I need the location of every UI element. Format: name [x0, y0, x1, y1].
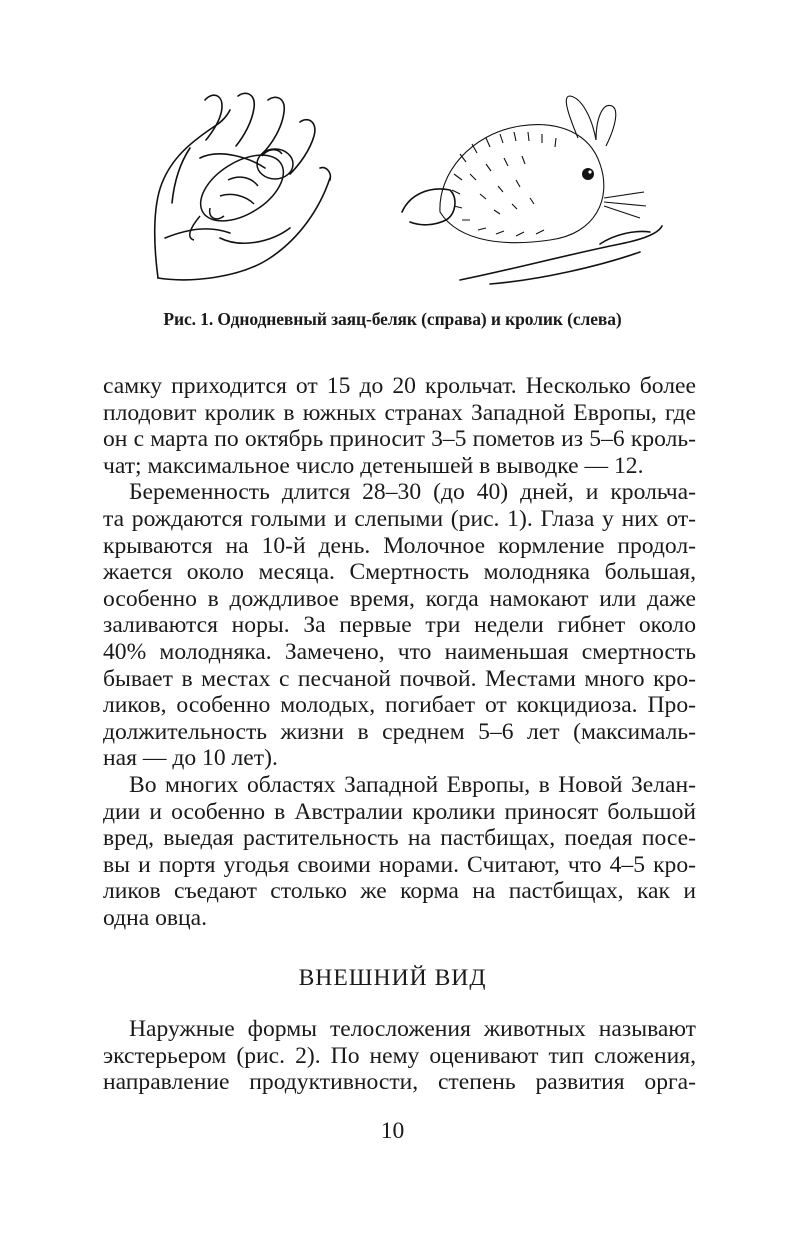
- text-line: крываются на 10-й день. Молочное кормление продол-: [103, 532, 696, 559]
- text-line: вы и портя угодья своими норами. Считают, что 4–5 кро-: [103, 851, 696, 878]
- young-hare-on-hand-illustration: [400, 94, 670, 294]
- text-line: чат; максимальное число детенышей в выводке — 12.: [103, 452, 644, 479]
- body-text: [103, 373, 696, 931]
- figure-caption: Рис. 1. Однодневный заяц-беляк (справа) и кролик (слева): [163, 309, 622, 329]
- text-line: одна овца.: [103, 904, 208, 931]
- body-text-continued: [103, 1016, 696, 1096]
- figure-1: [130, 88, 670, 303]
- text-line: направление продуктивности, степень развития орга-: [103, 1069, 696, 1096]
- text-line: экстерьером (рис. 2). По нему оценивают тип сложения,: [103, 1042, 696, 1069]
- text-line: плодовит кролик в южных странах Западной Европы, где: [103, 399, 696, 426]
- text-line: бывает в местах с песчаной почвой. Местами много кро-: [103, 665, 696, 692]
- text-line: заливаются норы. За первые три недели гибнет около: [103, 612, 696, 639]
- page-number: 10: [380, 1118, 405, 1144]
- text-line: та рождаются голыми и слепыми (рис. 1). Глаза у них от-: [103, 505, 696, 532]
- text-line: особенно в дождливое время, когда намокают или даже: [103, 585, 696, 612]
- text-line: дии и особенно в Австралии кролики приносят большой: [103, 798, 696, 825]
- text-line: самку приходится от 15 до 20 крольчат. Несколько более: [103, 373, 696, 399]
- hare-eye: [582, 168, 594, 180]
- text-line: ликов, особенно молодых, погибает от кокцидиоза. Про-: [103, 692, 696, 719]
- text-line: Наружные формы телосложения животных называют: [129, 1016, 696, 1042]
- text-line: жается около месяца. Смертность молодняка большая,: [103, 559, 696, 586]
- text-line: 40% молодняка. Замечено, что наименьшая смертность: [103, 638, 696, 665]
- text-line: Беременность длится 28–30 (до 40) дней, и крольча-: [129, 479, 696, 506]
- text-line: должительность жизни в среднем 5–6 лет (максималь-: [103, 718, 696, 745]
- text-line: ликов съедают столько же корма на пастбищах, как и: [103, 878, 696, 905]
- text-line: ная — до 10 лет).: [103, 745, 278, 772]
- text-line: он с марта по октябрь приносит 3–5 пометов из 5–6 кроль-: [103, 426, 696, 453]
- section-heading: ВНЕШНИЙ ВИД: [298, 965, 487, 991]
- newborn-rabbit-in-hand-illustration: [150, 88, 335, 288]
- text-line: Во многих областях Западной Европы, в Новой Зелан-: [129, 771, 696, 798]
- text-line: вред, выедая растительность на пастбищах, поедая посе-: [103, 825, 696, 852]
